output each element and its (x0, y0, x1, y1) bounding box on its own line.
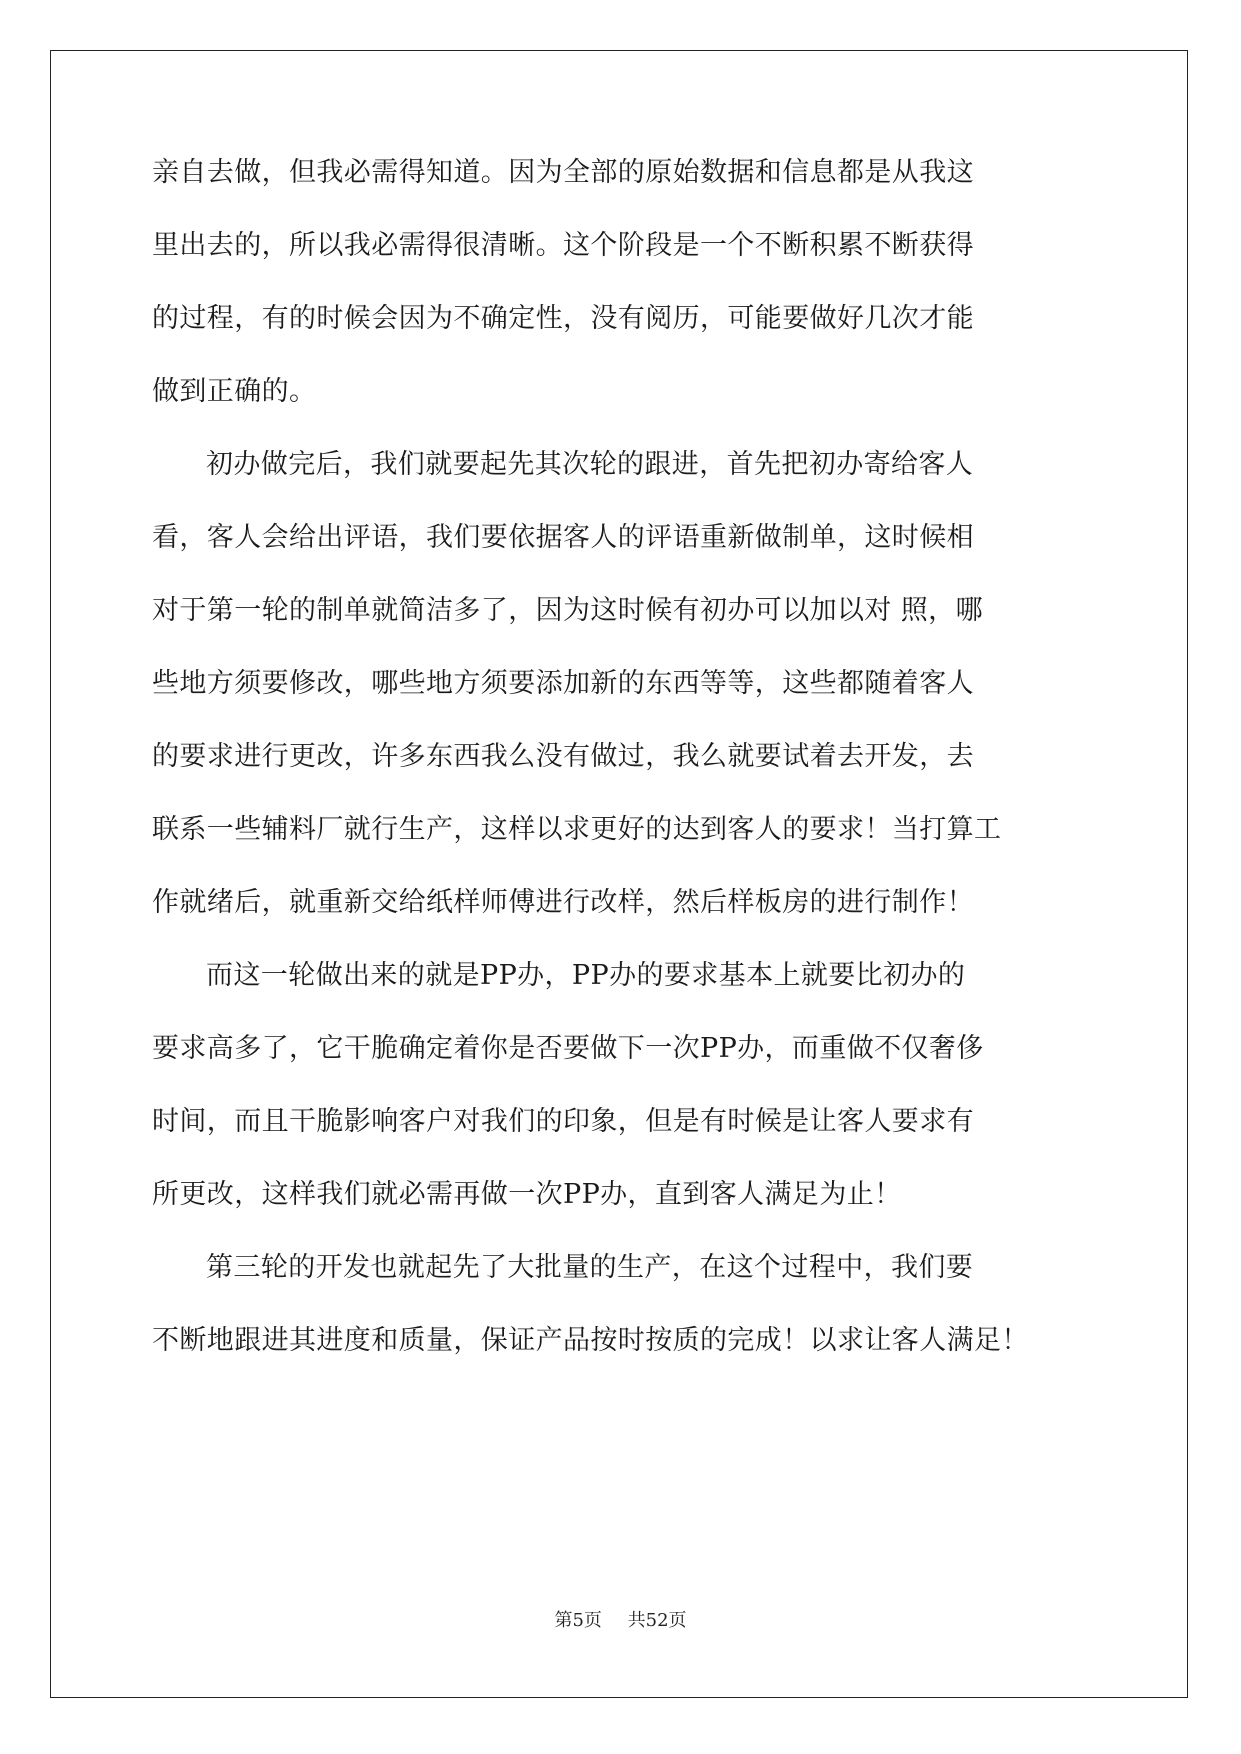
text-line: 对于第一轮的制单就简洁多了，因为这时候有初办可以加以对 照，哪 (152, 595, 983, 626)
text-line: 的要求进行更改，许多东西我么没有做过，我么就要试着去开发，去 (152, 741, 974, 772)
text-line: 联系一些辅料厂就行生产，这样以求更好的达到客人的要求！当打算工 (152, 814, 1002, 845)
page-number: 第5页 (554, 1610, 602, 1631)
text-line: 看，客人会给出评语，我们要依据客人的评语重新做制单，这时候相 (152, 522, 974, 553)
text-line: 时间，而且干脆影响客户对我们的印象，但是有时候是让客人要求有 (152, 1106, 974, 1137)
text-line: 要求高多了，它干脆确定着你是否要做下一次PP办，而重做不仅奢侈 (152, 1033, 984, 1064)
paragraph-first-line: 而这一轮做出来的就是PP办，PP办的要求基本上就要比初办的 (206, 960, 966, 991)
text-line: 些地方须要修改，哪些地方须要添加新的东西等等，这些都随着客人 (152, 668, 974, 699)
text-line: 不断地跟进其进度和质量，保证产品按时按质的完成！以求让客人满足！ (152, 1325, 1029, 1356)
paragraph-first-line: 第三轮的开发也就起先了大批量的生产，在这个过程中，我们要 (206, 1252, 974, 1283)
page-border (50, 50, 1188, 1698)
text-line: 亲自去做，但我必需得知道。因为全部的原始数据和信息都是从我这 (152, 157, 974, 188)
page-footer (0, 1609, 1241, 1633)
page-total: 共52页 (627, 1610, 687, 1631)
text-line: 所更改，这样我们就必需再做一次PP办，直到客人满足为止！ (152, 1179, 902, 1210)
text-line: 作就绪后，就重新交给纸样师傅进行改样，然后样板房的进行制作！ (152, 887, 974, 918)
text-line: 里出去的，所以我必需得很清晰。这个阶段是一个不断积累不断获得 (152, 230, 974, 261)
paragraph-first-line: 初办做完后，我们就要起先其次轮的跟进，首先把初办寄给客人 (206, 449, 974, 480)
text-line: 做到正确的。 (152, 376, 317, 407)
text-line: 的过程，有的时候会因为不确定性，没有阅历，可能要做好几次才能 (152, 303, 974, 334)
